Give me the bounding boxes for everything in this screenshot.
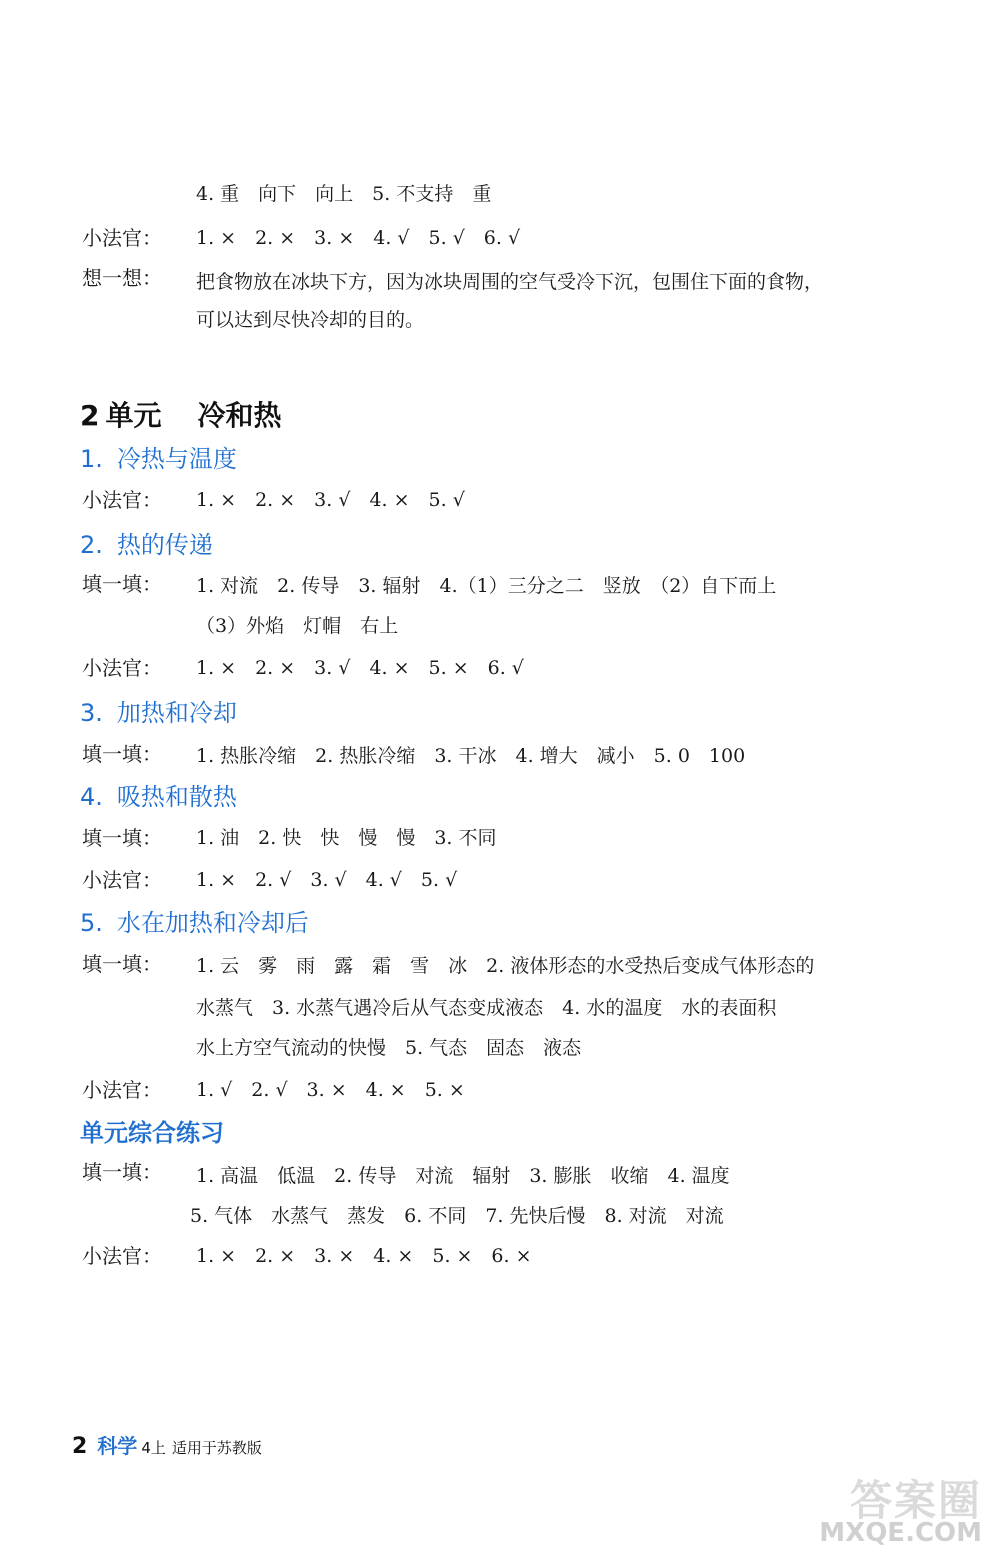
subject-label: 科学 (97, 1434, 138, 1458)
unit-number: 2 (80, 399, 100, 432)
section-heading (80, 1118, 224, 1148)
fill-answers: 1. 高温 低温 2. 传导 对流 辐射 3. 膨胀 收缩 4. 温度 (196, 1165, 730, 1187)
section-heading (80, 698, 237, 728)
section-number: 4. (80, 783, 103, 811)
page-footer (72, 1430, 262, 1458)
section-number: 2. (80, 531, 103, 559)
judge-label: 小法官： (82, 656, 162, 680)
judge-label: 小法官： (82, 488, 162, 512)
section-title: 冷热与温度 (116, 445, 237, 473)
think-label: 想一想： (82, 266, 162, 290)
section-title: 水在加热和冷却后 (116, 909, 309, 937)
section-title: 吸热和散热 (116, 783, 237, 811)
think-answer-line: 可以达到尽快冷却的目的。 (196, 309, 425, 331)
fill-label: 填一填： (82, 1160, 162, 1184)
section-title: 加热和冷却 (116, 699, 237, 727)
unit-heading (80, 398, 282, 434)
fill-answers: 1. 对流 2. 传导 3. 辐射 4.（1）三分之二 竖放 （2）自下而上 (196, 575, 777, 597)
section-number: 3. (80, 699, 103, 727)
watermark-site: MXQE.COM (819, 1518, 982, 1548)
page-number: 2 (72, 1434, 88, 1459)
grade-label: 4上 (141, 1439, 166, 1457)
section-number: 1. (80, 445, 103, 473)
judge-answers: 1. × 2. √ 3. √ 4. √ 5. √ (196, 869, 458, 891)
section-heading (80, 908, 309, 938)
fill-answers: 1. 云 雾 雨 露 霜 雪 冰 2. 液体形态的水受热后变成气体形态的 (196, 955, 815, 977)
judge-answers: 1. × 2. × 3. √ 4. × 5. × 6. √ (196, 657, 524, 679)
judge-answers: 1. × 2. × 3. × 4. × 5. × 6. × (196, 1245, 532, 1267)
judge-answers: 1. √ 2. √ 3. × 4. × 5. × (196, 1079, 465, 1101)
unit-label: 单元 (105, 399, 162, 432)
judge-label: 小法官： (82, 868, 162, 892)
fill-label: 填一填： (82, 572, 162, 596)
section-heading (80, 530, 213, 560)
judge-label: 小法官： (82, 1078, 162, 1102)
fill-label: 填一填： (82, 826, 162, 850)
fill-answers: 水蒸气 3. 水蒸气遇冷后从气态变成液态 4. 水的温度 水的表面积 (196, 997, 777, 1019)
section-number: 5. (80, 909, 103, 937)
answer-line: 4. 重 向下 向上 5. 不支持 重 (196, 183, 492, 205)
judge-answers: 1. × 2. × 3. √ 4. × 5. √ (196, 489, 465, 511)
think-answer-line: 把食物放在冰块下方，因为冰块周围的空气受冷下沉，包围住下面的食物， (196, 271, 824, 293)
judge-answers: 1. × 2. × 3. × 4. √ 5. √ 6. √ (196, 227, 521, 249)
section-heading (80, 444, 237, 474)
edition-label: 适用于苏教版 (171, 1439, 262, 1457)
watermark-logo: 答案圈 (849, 1476, 982, 1525)
section-heading (80, 782, 237, 812)
unit-title: 冷和热 (197, 399, 282, 432)
fill-answers: （3）外焰 灯帽 右上 (196, 615, 399, 637)
judge-label: 小法官： (82, 226, 162, 250)
fill-answers: 5. 气体 水蒸气 蒸发 6. 不同 7. 先快后慢 8. 对流 对流 (190, 1205, 724, 1227)
fill-answers: 1. 油 2. 快 快 慢 慢 3. 不同 (196, 827, 497, 849)
judge-label: 小法官： (82, 1244, 162, 1268)
section-title: 热的传递 (116, 531, 213, 559)
fill-label: 填一填： (82, 742, 162, 766)
section-title: 单元综合练习 (80, 1119, 224, 1147)
fill-answers: 1. 热胀冷缩 2. 热胀冷缩 3. 干冰 4. 增大 减小 5. 0 100 (196, 745, 746, 767)
fill-label: 填一填： (82, 952, 162, 976)
watermark (752, 1468, 982, 1548)
fill-answers: 水上方空气流动的快慢 5. 气态 固态 液态 (196, 1037, 582, 1059)
